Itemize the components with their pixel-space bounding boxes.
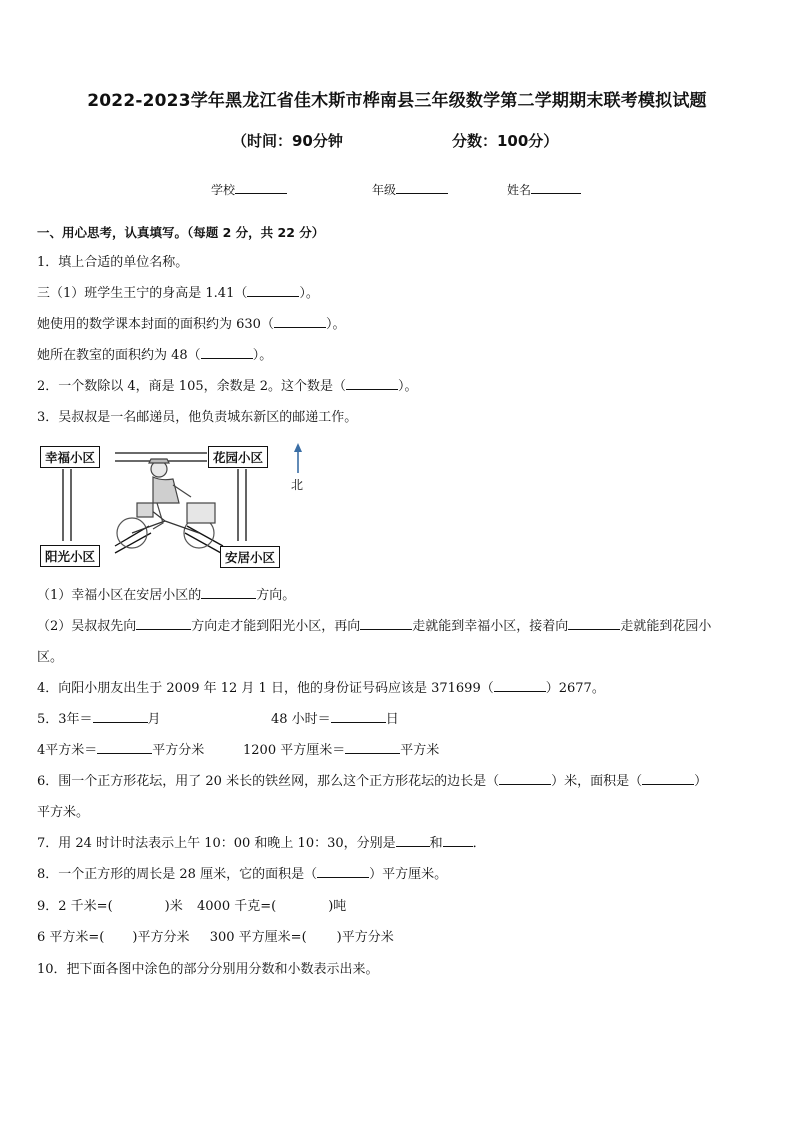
q5d-text: 1200 平方厘米＝ (243, 743, 346, 758)
exam-score: 分数：100分） (452, 132, 559, 150)
map-label-se: 安居小区 (220, 546, 280, 568)
map-label-ne: 花园小区 (208, 446, 268, 468)
question-1a (37, 282, 319, 301)
question-3-part2 (37, 615, 711, 634)
q1b-end: ）。 (325, 317, 346, 332)
q2-end: ）。 (398, 379, 418, 394)
question-2 (37, 375, 418, 394)
grade-field[interactable] (372, 181, 448, 198)
q3p2-blank-1[interactable] (136, 616, 191, 630)
question-10: 10．把下面各图中涂色的部分分别用分数和小数表示出来。 (37, 962, 379, 977)
q1c-text: 她所在教室的面积约为 48（ (37, 348, 201, 363)
q9b-end: )吨 (328, 899, 347, 914)
grade-blank[interactable] (396, 181, 448, 194)
q7-blank-1[interactable] (396, 833, 430, 847)
q3p2-text-d: 走就能到花园小 (620, 619, 712, 634)
q5a-end: 月 (147, 712, 161, 727)
question-3-part1 (37, 584, 295, 603)
question-3-part2-cont: 区。 (37, 650, 64, 665)
q1a-text: 三（1）班学生王宁的身高是 1.41（ (37, 286, 248, 301)
q4-blank[interactable] (494, 678, 546, 692)
q5c-end: 平方分米 (152, 743, 205, 758)
q7-end: ． (472, 836, 486, 851)
q3p2-text-c: 走就能到幸福小区，接着向 (412, 619, 569, 634)
question-5c (37, 739, 204, 758)
map-diagram (37, 441, 297, 569)
q8-blank[interactable] (317, 864, 369, 878)
question-1b (37, 313, 345, 332)
question-5d (243, 739, 439, 758)
question-9-row1 (37, 895, 346, 914)
q1b-text: 她使用的数学课本封面的面积约为 630（ (37, 317, 274, 332)
q4-end: ）2677。 (545, 681, 605, 696)
question-1c (37, 344, 272, 363)
map-label-nw: 幸福小区 (40, 446, 100, 468)
question-6 (37, 770, 707, 789)
q5d-end: 平方米 (400, 743, 440, 758)
q1a-blank[interactable] (247, 283, 299, 297)
question-9-row2 (37, 926, 394, 945)
q9d-end: )平方分米 (336, 930, 394, 945)
q5d-blank[interactable] (345, 740, 400, 754)
q1c-blank[interactable] (201, 345, 253, 359)
postman-illustration (117, 459, 215, 548)
q2-text: 2．一个数除以 4，商是 105，余数是 2。这个数是（ (37, 379, 347, 394)
question-5b (271, 708, 399, 727)
q3p1-text: （1）幸福小区在安居小区的 (37, 588, 202, 603)
q9b-text: 4000 千克=( (197, 899, 277, 914)
name-label: 姓名 (507, 183, 532, 197)
school-blank[interactable] (235, 181, 287, 194)
q7-mid: 和 (429, 836, 443, 851)
q5b-end: 日 (385, 712, 399, 727)
question-1-stem: 1．填上合适的单位名称。 (37, 255, 189, 270)
question-4 (37, 677, 605, 696)
school-label: 学校 (211, 183, 236, 197)
q6-end: ） (694, 774, 708, 789)
q7-blank-2[interactable] (443, 833, 473, 847)
q3p1-blank[interactable] (201, 585, 256, 599)
q8-end: ）平方厘米。 (369, 867, 448, 882)
q6-text: 6．围一个正方形花坛，用了 20 米长的铁丝网，那么这个正方形花坛的边长是（ (37, 774, 500, 789)
q1b-blank[interactable] (274, 314, 326, 328)
q9c-end: )平方分米 (132, 930, 190, 945)
q9a-text: 9．2 千米=( (37, 899, 113, 914)
q4-text: 4．向阳小朋友出生于 2009 年 12 月 1 日，他的身份证号码应该是 371699（ (37, 681, 494, 696)
question-5a (37, 708, 161, 727)
q2-blank[interactable] (346, 376, 398, 390)
section-heading: 一、用心思考，认真填写。（每题 2 分，共 22 分） (37, 225, 325, 240)
page-title: 2022-2023学年黑龙江省佳木斯市桦南县三年级数学第二学期期末联考模拟试题 (87, 91, 707, 111)
q5c-text: 4平方米＝ (37, 743, 98, 758)
q7-text: 7．用 24 时计时法表示上午 10：00 和晚上 10：30，分别是 (37, 836, 396, 851)
q6-blank-2[interactable] (642, 771, 694, 785)
q3p1-end: 方向。 (256, 588, 296, 603)
q3p2-text-b: 方向走才能到阳光小区，再向 (191, 619, 361, 634)
q6-blank-1[interactable] (499, 771, 551, 785)
question-3-stem: 3．吴叔叔是一名邮递员，他负责城东新区的邮递工作。 (37, 410, 358, 425)
name-field[interactable] (507, 181, 581, 198)
q5a-text: 5．3年＝ (37, 712, 93, 727)
q3p2-text-a: （2）吴叔叔先向 (37, 619, 137, 634)
school-field[interactable] (211, 181, 287, 198)
q5b-blank[interactable] (331, 709, 386, 723)
q1a-end: ）。 (299, 286, 319, 301)
q1c-end: ）。 (252, 348, 273, 363)
map-label-sw: 阳光小区 (40, 545, 100, 567)
question-7 (37, 832, 486, 851)
q5b-text: 48 小时＝ (271, 712, 331, 727)
q5a-blank[interactable] (93, 709, 148, 723)
north-label: 北 (291, 478, 304, 492)
q8-text: 8．一个正方形的周长是 28 厘米，它的面积是（ (37, 867, 318, 882)
question-6-cont: 平方米。 (37, 805, 90, 820)
question-8 (37, 863, 447, 882)
q5c-blank[interactable] (97, 740, 152, 754)
exam-time: （时间：90分钟 (232, 132, 343, 150)
q3p2-blank-2[interactable] (360, 616, 412, 630)
name-blank[interactable] (531, 181, 581, 194)
q9a-end: )米 (164, 899, 183, 914)
q3p2-blank-3[interactable] (568, 616, 620, 630)
q9c-text: 6 平方米=( (37, 930, 105, 945)
q6-mid: ）米，面积是（ (551, 774, 643, 789)
grade-label: 年级 (372, 183, 397, 197)
q9d-text: 300 平方厘米=( (209, 930, 307, 945)
